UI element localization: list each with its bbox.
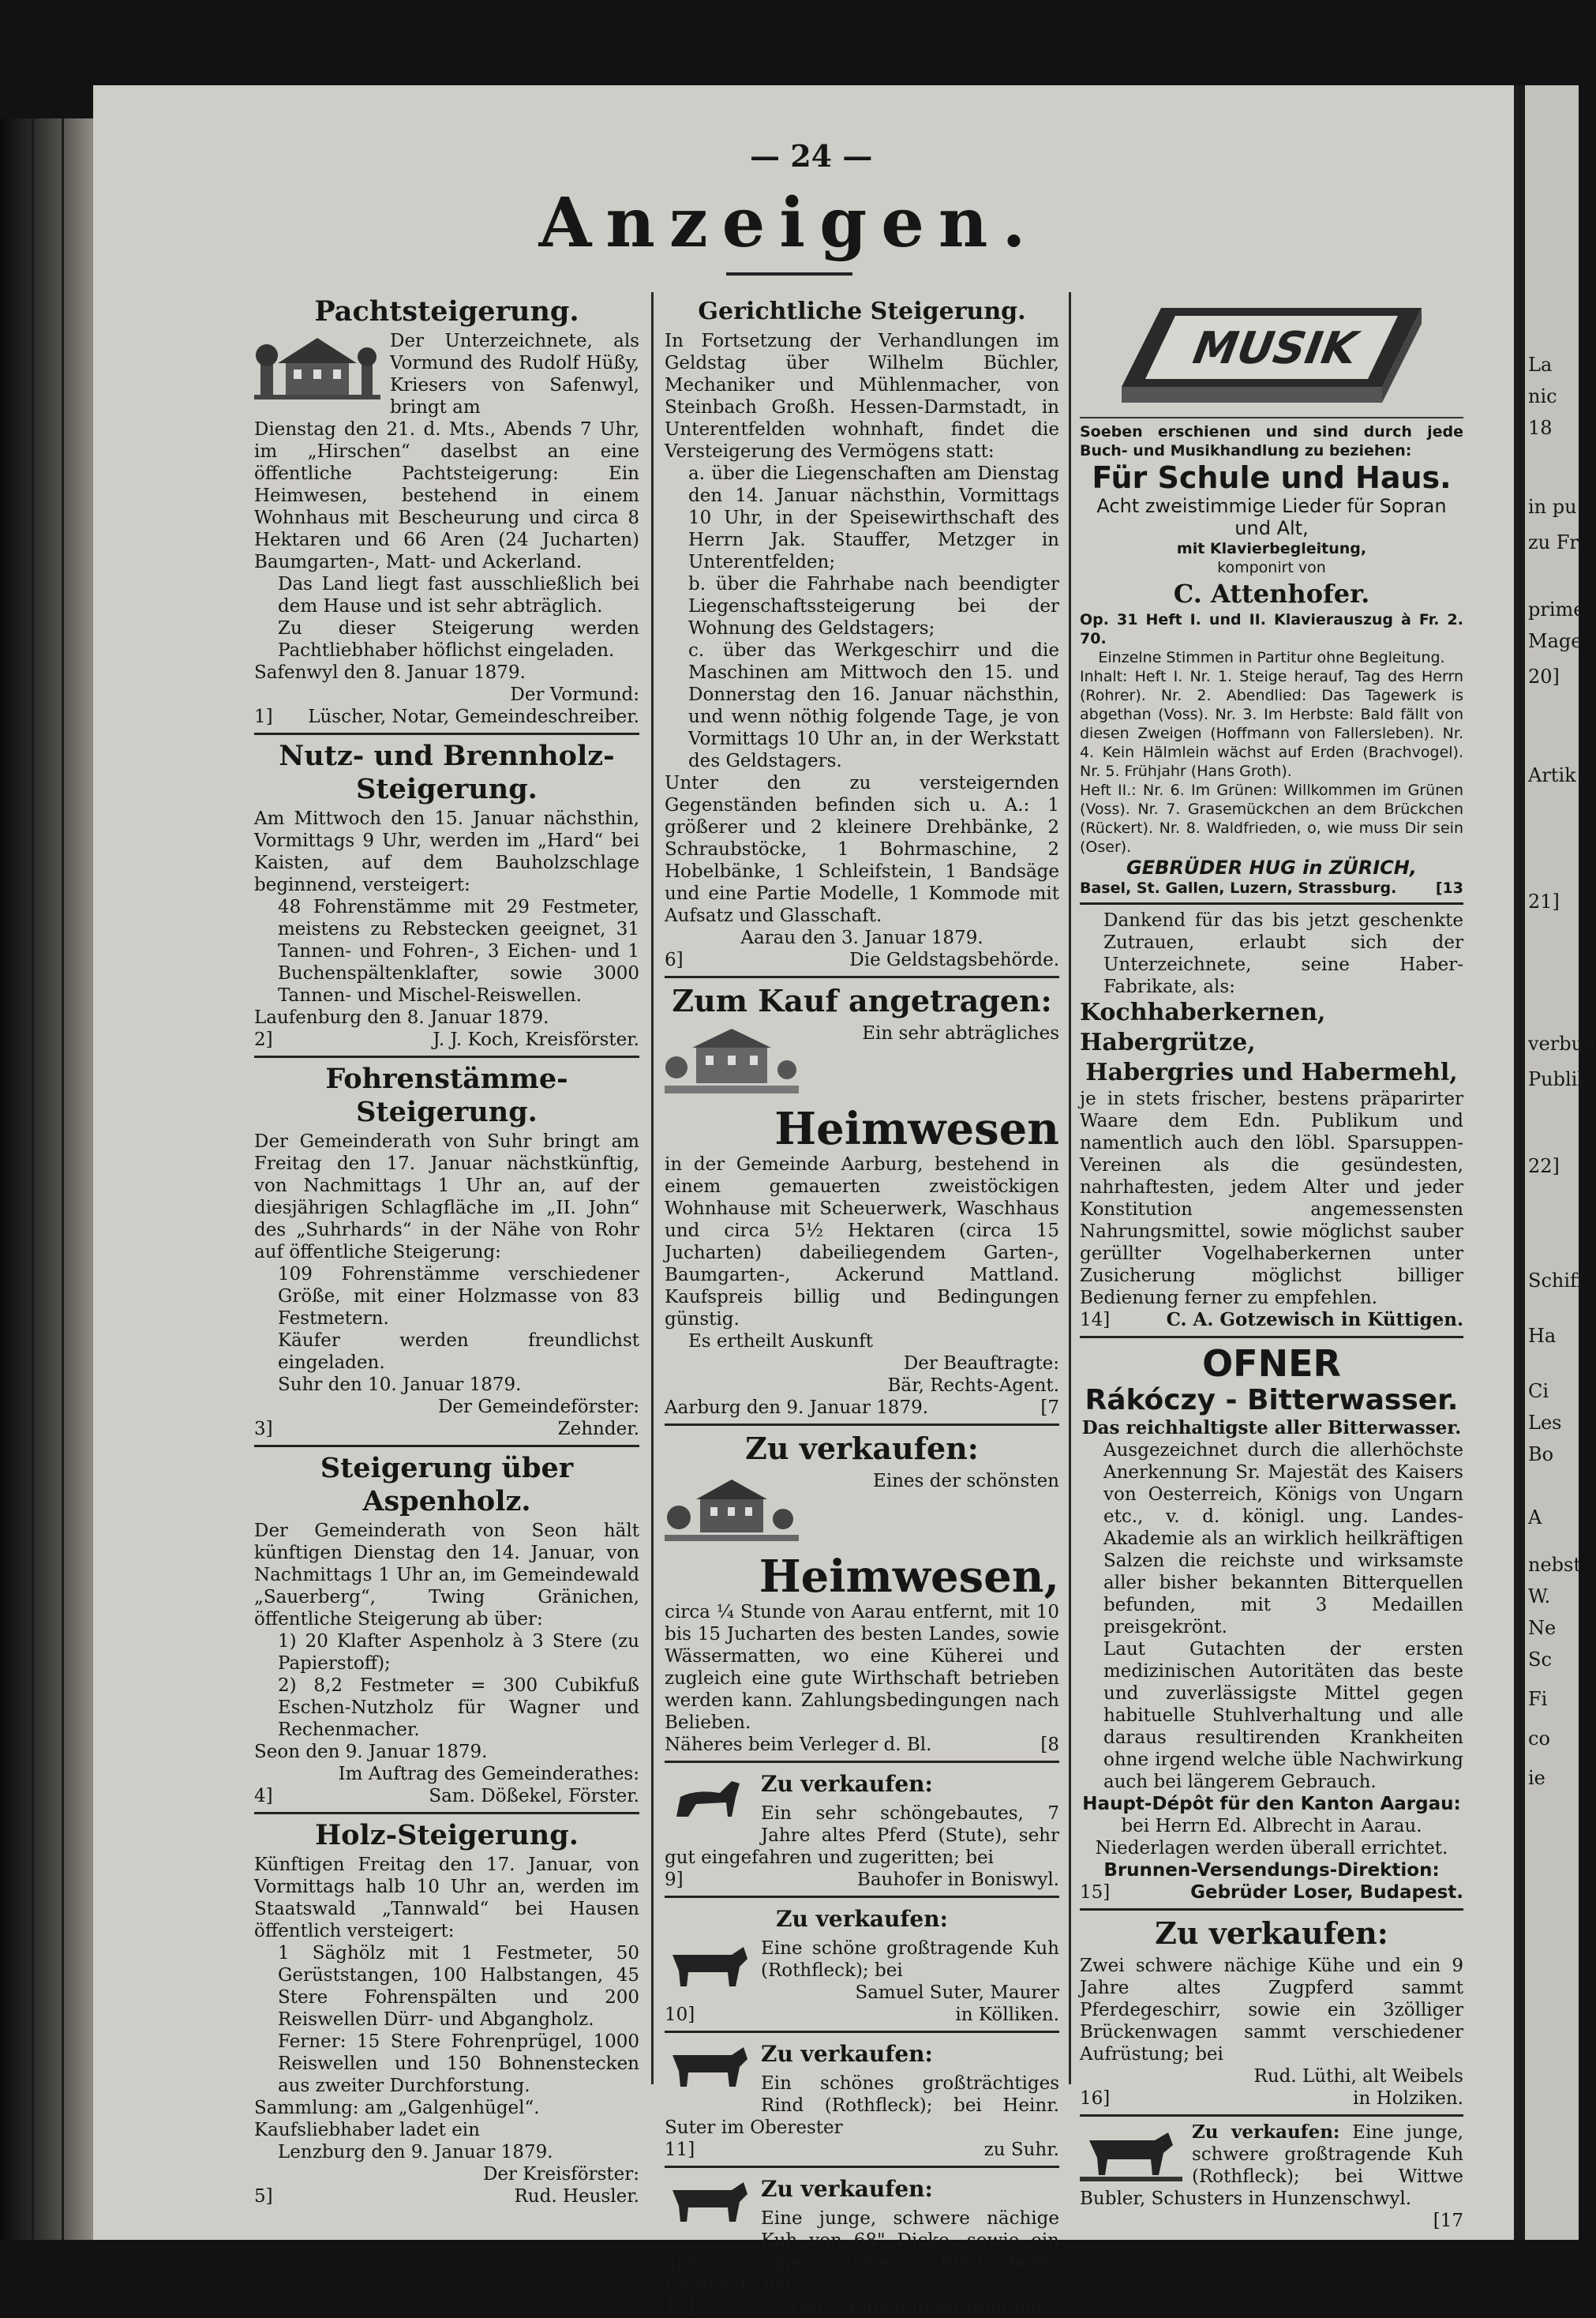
ad-title: Zu verkaufen: — [776, 1906, 948, 1932]
ad-title: Gerichtliche Steigerung. — [698, 298, 1026, 325]
ad-signer: Samuel Suter, Maurer — [855, 1982, 1059, 2003]
ad-item: 1) 20 Klafter Aspenholz à 3 Stere (zu Papierstoff); — [278, 1631, 639, 1674]
adjacent-page-text: Ci — [1528, 1380, 1549, 1402]
ad-body: Der Gemeinderath von Seon hält künftigen Dienstag den 14. Januar, von Nachmittags 1 Uhr an, im Gemeindewald „Sauerberg“, Twing Gränichen, öffentliche Steigerung ab über: — [254, 1521, 639, 1630]
ad-direction: Brunnen-Versendungs-Direktion: — [1103, 1860, 1440, 1881]
ad-body: circa ¼ Stunde von Aarau entfernt, mit 10 bis 15 Jucharten des besten Landes, sowie Wässermatten, wo eine Küherei und zugleich eine gute Wirthschaft betrieben werden kann. Zahlungsbedingungen nach Belieben. — [665, 1602, 1059, 1733]
ad-body: Am Mittwoch den 15. Januar nächsthin, Vormittags 9 Uhr, werden im „Hard“ bei Kaisten, auf dem Bauholzschlage beginnend, versteigert: — [254, 808, 639, 895]
ad-pferd — [665, 1768, 1059, 1891]
ad-title: Zu verkaufen: — [761, 2041, 933, 2067]
adjacent-page-text: in pu — [1528, 496, 1577, 518]
adjacent-page-edge — [1514, 85, 1596, 2240]
ad-body: Eine junge, schwere nächige Kuh von 68" Dicke, sowie ein ganz nächiges schweres Rind, beide Gelbfleck; bei — [665, 2208, 1059, 2295]
ad-body: Eine schöne großtragende Kuh (Rothfleck); bei — [761, 1938, 1059, 1981]
ad-kuh — [665, 1903, 1059, 2026]
ad-body: Käufer werden freundlichst eingeladen. — [278, 1330, 639, 1373]
ad-lead: Eines der schönsten — [873, 1471, 1059, 1491]
ad-body: je in stets frischer, bestens präparirter Waare dem Edn. Publikum und namentlich auch den löbl. Sparsuppen-Vereinen als die gesündesten, nahrhaftesten, jedem Alter und jeder Konstitution angemessensten Nahrungsmittel, sowie möglichst sauber gerüllter Vogelhaberkernen unter Zusicherung möglichst billiger Bedienung ferner zu empfehlen. — [1080, 1089, 1463, 1308]
ad-gerichtliche-steigerung — [665, 295, 1059, 971]
ad-product: Kochhaberkernen, Habergrütze, — [1080, 999, 1326, 1056]
ad-item: b. über die Fahrhabe nach beendigter Liegenschaftssteigerung bei der Wohnung des Geldstagers; — [688, 574, 1059, 639]
ad-body: Inhalt: Heft I. Nr. 1. Steige herauf, Tag des Herrn (Rohrer). Nr. 2. Abendlied: Das Tagewerk is abgethan (Voss). Nr. 3. Im Herbste: Bald fällt von diesen Zweigen (Hoffmann von Fallersleben). Nr. 4. Kein Hälmlein wächst auf Erden (Brachvogel). Nr. 5. Frühjahr (Hans Groth). — [1080, 668, 1463, 780]
ad-item: c. über das Werkgeschirr und die Maschinen am Mittwoch den 15. und Donnerstag den 16. Januar nächsthin, und wenn nöthig folgende Tage, je von Vormittags 10 Uhr an, in der Werkstatt des Geldstagers. — [688, 640, 1059, 771]
adjacent-page-text: 20] — [1528, 666, 1560, 688]
ad-signer-role: Der Beauftragte: — [903, 1353, 1059, 1374]
ad-date: Suhr den 10. Januar 1879. — [278, 1375, 522, 1395]
ad-subtitle: Rákóczy - Bitterwasser. — [1085, 1384, 1459, 1416]
ad-title: Zu verkaufen: — [761, 1771, 933, 1797]
ad-item: 1 Säghölz mit 1 Festmeter, 50 Gerüststangen, 100 Halbstangen, 45 Stere Fohrenspälten und 200 Reiswellen Dürr- und Abgangholz. — [278, 1943, 639, 2030]
ad-body: Ein schönes großträchtiges Rind (Rothfleck); bei Heinr. Suter im Oberester — [665, 2073, 1059, 2138]
ad-signer-role: Der Gemeindeförster: — [437, 1397, 639, 1417]
ad-date: Safenwyl den 8. Januar 1879. — [254, 662, 526, 683]
ad-signer: J. J. Koch, Kreisförster. — [433, 1030, 639, 1050]
divider — [254, 733, 639, 735]
ad-depot: bei Herrn Ed. Albrecht in Aarau. — [1121, 1816, 1422, 1836]
ad-body: Künftigen Freitag den 17. Januar, von Vormittags halb 10 Uhr an, werden im Staatswald „Tannwald“ bei Hausen öffentlich versteigert: — [254, 1855, 639, 1941]
ad-signer: Bär, Rechts-Agent. — [887, 1375, 1059, 1396]
adjacent-page-text: prime — [1528, 598, 1585, 621]
ad-signer: Bauhofer in Boniswyl. — [856, 1870, 1059, 1890]
ad-title: Pachtsteigerung. — [314, 295, 579, 328]
ad-ofner — [1080, 1343, 1463, 1904]
column-left — [254, 292, 639, 2207]
ad-body: Basel, St. Gallen, Luzern, Strassburg. — [1080, 880, 1397, 897]
ad-number: [7 — [1040, 1397, 1059, 1418]
ad-fohrenstaemme — [254, 1063, 639, 1440]
ad-subtitle: mit Klavierbegleitung, — [1176, 540, 1367, 557]
divider — [1080, 417, 1463, 418]
cow-icon — [665, 1939, 751, 1994]
ad-body: Näheres beim Verleger d. Bl. — [665, 1735, 932, 1755]
column-right — [1080, 292, 1463, 2231]
adjacent-page-text: Schiff — [1528, 1270, 1584, 1292]
ad-number: 15] — [1080, 1882, 1111, 1903]
adjacent-page-text: verbun — [1528, 1033, 1596, 1055]
ad-date: Aarau den 3. Januar 1879. — [740, 928, 983, 948]
ad-pachtsteigerung — [254, 295, 639, 728]
ad-body: Einzelne Stimmen in Partitur ohne Begleitung. — [1098, 649, 1445, 666]
ad-body: Laut Gutachten der ersten medizinischen Autoritäten das beste und zuverlässigste Mittel gegen habituelle Stuhlverhaltung und alle daraus resultirenden Krankheiten ohne irgend welche üble Nachwirkung auch bei längerem Gebrauch. — [1103, 1639, 1463, 1792]
divider — [1080, 2114, 1463, 2117]
adjacent-page-text: A — [1528, 1506, 1542, 1528]
ad-signer: Gebrüder Loser, Budapest. — [1190, 1882, 1463, 1903]
adjacent-page-text: Bo — [1528, 1443, 1554, 1465]
ad-number: [17 — [1433, 2211, 1463, 2231]
ad-number: 16] — [1080, 2088, 1111, 2109]
ad-date: Lenzburg den 9. Januar 1879. — [278, 2142, 553, 2162]
ad-signer: Sam. Dößekel, Förster. — [429, 1786, 639, 1806]
estate-illustration-icon — [665, 1472, 799, 1551]
ad-number: 4] — [254, 1786, 273, 1806]
ad-aspenholz — [254, 1452, 639, 1807]
ad-title: Fohrenstämme-Steigerung. — [325, 1063, 568, 1128]
ad-place: in Holziken. — [1353, 2088, 1463, 2109]
ad-item: 2) 8,2 Festmeter = 300 Cubikfuß Eschen-Nutzholz für Wagner und Rechenmacher. — [278, 1675, 639, 1740]
ad-body: In Fortsetzung der Verhandlungen im Geldstag über Wilhelm Büchler, Mechaniker und Mühlenmacher, von Steinbach Großh. Hessen-Darmstadt, in Unterentfelden wohnhaft, findet die Versteigerung des Vermögens statt: — [665, 331, 1059, 462]
ad-body: Der Gemeinderath von Suhr bringt am Freitag den 17. Januar nächstkünftig, von Nachmittags 1 Uhr an, auf der diesjährigen Schlagfläche im „II. John“ des „Suhrhards“ in der Nähe von Rohr auf öffentliche Steigerung: — [254, 1131, 639, 1262]
musik-label: MUSIK — [1184, 321, 1366, 374]
ad-body: Dienstag den 21. d. Mts., Abends 7 Uhr, im „Hirschen“ daselbst an eine öffentliche Pachtsteigerung: Ein Heimwesen, bestehend in einem Wohnhaus mit Bescheurung und circa 8 Hektaren und 66 Aren (24 Jucharten) Baumgarten-, Matt- und Ackerland. — [254, 419, 639, 572]
cow-icon — [1080, 2123, 1182, 2186]
ad-brennholz — [254, 740, 639, 1051]
ad-subtitle: komponirt von — [1217, 559, 1326, 576]
ad-title: Zu verkaufen: — [745, 1431, 979, 1466]
divider — [1080, 1336, 1463, 1338]
ad-item: 109 Fohrenstämme verschiedener Größe, mit einer Holzmasse von 83 Festmetern. — [278, 1264, 639, 1329]
ad-title: Zu verkaufen: — [1155, 1915, 1388, 1951]
column-divider — [651, 292, 654, 2084]
ad-intro: Der Unterzeichnete, als Vormund des Rudolf Hüßy, Kriesers von Safenwyl, bringt am — [390, 331, 639, 418]
adjacent-page-text: co — [1528, 1727, 1550, 1750]
divider — [665, 2166, 1059, 2168]
ad-title: Steigerung über Aspenholz. — [320, 1452, 574, 1517]
ad-tagline: Das reichhaltigste aller Bitterwasser. — [1081, 1417, 1462, 1438]
ad-body: Das Land liegt fast ausschließlich bei dem Hause und ist sehr abträglich. — [278, 574, 639, 617]
ad-subtitle: Acht zweistimmige Lieder für Sopran und Alt, — [1096, 495, 1447, 539]
ad-number: 14] — [1080, 1310, 1111, 1330]
ad-title: Zum Kauf angetragen: — [672, 983, 1052, 1018]
ad-body: Ausgezeichnet durch die allerhöchste Anerkennung Sr. Majestät des Kaisers von Oesterreich, Königs von Ungarn etc., v. d. königl. ung. Landes-Akademie als an wirklich heilkräftigen Salzen die reichste und wirksamste aller bisher bekannten Bitterquellen befunden, mit 3 Medaillen preisgekrönt. — [1103, 1440, 1463, 1637]
adjacent-page-text: 18 — [1528, 417, 1553, 439]
ad-number: 12] — [665, 2297, 695, 2317]
ad-number: [8 — [1040, 1735, 1059, 1755]
ad-body: Op. 31 Heft I. und II. Klavierauszug à Fr. 2. 70. — [1080, 611, 1463, 647]
ad-item: a. über die Liegenschaften am Dienstag den 14. Januar nächsthin, Vormittags 10 Uhr, in der Speisewirthschaft des Herrn Jak. Stauffer, Metzger in Unterentfelden; — [688, 463, 1059, 572]
ad-verkaufen-heimwesen — [665, 1431, 1059, 1756]
ad-body: in der Gemeinde Aarburg, bestehend in einem gemauerten zweistöckigen Wohnhause mit Scheuerwerk, Waschhaus und circa 5½ Hektaren (circa 15 Jucharten) dabeiliegendem Garten-, Baumgarten-, Ackerund Mattland. Kaufspreis billig und Bedingungen günstig. — [665, 1154, 1059, 1330]
ad-title: OFNER — [1202, 1342, 1341, 1385]
adjacent-page-shadow — [1514, 85, 1525, 2240]
ad-title: Für Schule und Haus. — [1092, 460, 1452, 495]
ad-headline: Heimwesen, — [759, 1551, 1059, 1603]
ad-composer: C. Attenhofer. — [1173, 579, 1370, 609]
column-middle — [665, 292, 1059, 2317]
ad-product: Habergries und Habermehl, — [1085, 1059, 1458, 1086]
ad-place: zu Suhr. — [983, 2140, 1059, 2160]
adjacent-page-text: Publik — [1528, 1068, 1589, 1090]
divider — [665, 1423, 1059, 1426]
adjacent-page-text: Mage — [1528, 630, 1583, 652]
divider — [665, 976, 1059, 978]
divider — [665, 2031, 1059, 2033]
ad-item: 48 Fohrenstämme mit 29 Festmeter, meistens zu Rebstecken geeignet, 31 Tannen- und Fohren-, 3 Eichen- und 1 Buchenspältenklafter, sowie 3000 Tannen- und Mischel-Reiswellen. — [278, 897, 639, 1006]
ad-date: Seon den 9. Januar 1879. — [254, 1742, 488, 1762]
ad-signer: Die Geldstagsbehörde. — [849, 950, 1059, 970]
ad-signer-role: Der Vormund: — [510, 685, 639, 705]
title-rule — [726, 272, 852, 276]
ad-depot: Haupt-Dépôt für den Kanton Aargau: — [1082, 1794, 1461, 1814]
ad-signer: Rud. Lüthi, alt Weibels — [1253, 2066, 1463, 2087]
ad-signer: Zehnder. — [557, 1419, 639, 1439]
ad-number: 10] — [665, 2005, 695, 2025]
adjacent-page-text: La — [1528, 354, 1553, 376]
divider — [254, 1812, 639, 1814]
adjacent-page-text: Sc — [1528, 1648, 1552, 1671]
house-illustration-icon — [254, 332, 380, 403]
ad-musik — [1080, 292, 1463, 898]
ad-signer-role: Im Auftrag des Gemeinderathes: — [338, 1764, 639, 1784]
adjacent-page-text: 22] — [1528, 1155, 1560, 1177]
ad-number: 11] — [665, 2140, 695, 2160]
adjacent-page-text: W. — [1528, 1585, 1551, 1607]
ad-intro: Soeben erschienen und sind durch jede Buch- und Musikhandlung zu beziehen: — [1080, 423, 1463, 459]
ad-signer: Rud. Heusler. — [514, 2186, 639, 2207]
estate-illustration-icon — [665, 1024, 799, 1103]
adjacent-page-text: Fi — [1528, 1688, 1548, 1710]
divider — [254, 1056, 639, 1058]
ad-body: Es ertheilt Auskunft — [688, 1331, 873, 1352]
adjacent-page-text: 21] — [1528, 891, 1560, 913]
ad-number: [13 — [1435, 880, 1463, 897]
adjacent-page-text: nic — [1528, 385, 1557, 407]
ad-signer: C. A. Gotzewisch in Küttigen. — [1166, 1309, 1463, 1330]
adjacent-page-text: Ha — [1528, 1325, 1557, 1347]
ad-kauf-heimwesen — [665, 983, 1059, 1419]
ad-signer: Gottl. Künzli in Mittelmuhen. — [790, 2297, 1059, 2317]
ad-verkaufen-kuehe — [1080, 1915, 1463, 2110]
ad-body: Zwei schwere nächige Kühe und ein 9 Jahre altes Zugpferd sammt Pferdegeschirr, sowie ein 3zölliger Brückenwagen sammt verschiedener Aufrüstung; bei — [1080, 1956, 1463, 2065]
ad-number: 3] — [254, 1419, 273, 1439]
adjacent-page-text: Les — [1528, 1412, 1562, 1434]
ad-signer: Lüscher, Notar, Gemeindeschreiber. — [308, 707, 639, 727]
ad-item: Ferner: 15 Stere Fohrenprügel, 1000 Reiswellen und 150 Bohnenstecken aus zweiter Durchforstung. — [278, 2031, 639, 2096]
ad-holz-steigerung — [254, 1819, 639, 2207]
cow-icon — [665, 2039, 751, 2095]
book-spine — [0, 118, 93, 2240]
ad-haber — [1080, 910, 1463, 1331]
ad-body: Sammlung: am „Galgenhügel“. — [254, 2098, 540, 2118]
ad-verkaufen-kuh-bubler — [1080, 2121, 1463, 2232]
divider — [254, 1445, 639, 1447]
cow-icon — [665, 2174, 751, 2230]
ad-headline: Heimwesen — [774, 1103, 1059, 1155]
ad-publisher: GEBRÜDER HUG in ZÜRICH, — [1126, 857, 1417, 879]
ad-number: 1] — [254, 707, 273, 727]
ad-title: Zu verkaufen: — [761, 2176, 933, 2202]
ad-kuh-rind — [665, 2173, 1059, 2318]
adjacent-page-text: nebst — [1528, 1554, 1581, 1576]
page-number: — 24 — — [750, 138, 873, 174]
ad-body: Unter den zu versteigernden Gegenständen befinden sich u. A.: 1 größerer und 2 kleinere Drehbänke, 2 Schraubstöcke, 1 Bohrmaschine, 2 Hobelbänke, 1 Schleifstein, 1 Bandsäge und eine Partie Modelle, 1 Kommode mit Aufsatz und Glasschaft. — [665, 773, 1059, 926]
adjacent-page-text: Artik — [1528, 764, 1576, 786]
ad-body: Zu dieser Steigerung werden Pachtliebhaber höflichst eingeladen. — [278, 618, 639, 661]
page-title: Anzeigen. — [538, 183, 1040, 263]
divider — [665, 1761, 1059, 1763]
adjacent-page-text: ie — [1528, 1767, 1545, 1789]
ad-depot: Niederlagen werden überall errichtet. — [1095, 1838, 1448, 1859]
spine-edge — [32, 118, 34, 2240]
ad-body: Heft II.: Nr. 6. Im Grünen: Willkommen im Grünen (Voss). Nr. 7. Grasemückchen an dem Brückchen (Rückert). Nr. 8. Waldfrieden, o, wie muss Dir sein (Oser). — [1080, 782, 1463, 856]
ad-body: Ein sehr schöngebautes, 7 Jahre altes Pferd (Stute), sehr gut eingefahren und zugeritten; bei — [665, 1803, 1059, 1868]
divider — [665, 1896, 1059, 1898]
ad-body: Kaufsliebhaber ladet ein — [254, 2120, 480, 2140]
ad-number: 5] — [254, 2186, 273, 2207]
divider — [1080, 902, 1463, 905]
horse-icon — [665, 1769, 751, 1832]
ad-body: Dankend für das bis jetzt geschenkte Zutrauen, erlaubt sich der Unterzeichnete, seine Haber-Fabrikate, als: — [1103, 910, 1463, 997]
music-book-illustration-icon — [1114, 292, 1429, 411]
ad-date: Aarburg den 9. Januar 1879. — [665, 1397, 929, 1418]
ad-rind — [665, 2038, 1059, 2161]
ad-title: Nutz- und Brennholz-Steigerung. — [279, 740, 615, 805]
ad-title: Zu verkaufen: — [1192, 2121, 1340, 2143]
divider — [1080, 1908, 1463, 1911]
ad-lead: Ein sehr abträgliches — [862, 1023, 1059, 1044]
column-divider — [1069, 292, 1071, 2084]
ad-place: in Kölliken. — [955, 2005, 1059, 2025]
ad-body: Eine junge, schwere großtragende Kuh (Rothfleck); bei Wittwe Bubler, Schusters in Hunzenschwyl. — [1080, 2122, 1463, 2209]
ad-number: 2] — [254, 1030, 273, 1050]
ad-number: 6] — [665, 950, 684, 970]
ad-date: Laufenburg den 8. Januar 1879. — [254, 1007, 549, 1028]
ad-signer-role: Der Kreisförster: — [482, 2164, 639, 2185]
ad-title: Holz-Steigerung. — [315, 1819, 579, 1851]
adjacent-page-text: Ne — [1528, 1617, 1557, 1639]
adjacent-page-text: zu Fr — [1528, 531, 1579, 553]
spine-edge — [62, 118, 64, 2240]
ad-number: 9] — [665, 1870, 684, 1890]
